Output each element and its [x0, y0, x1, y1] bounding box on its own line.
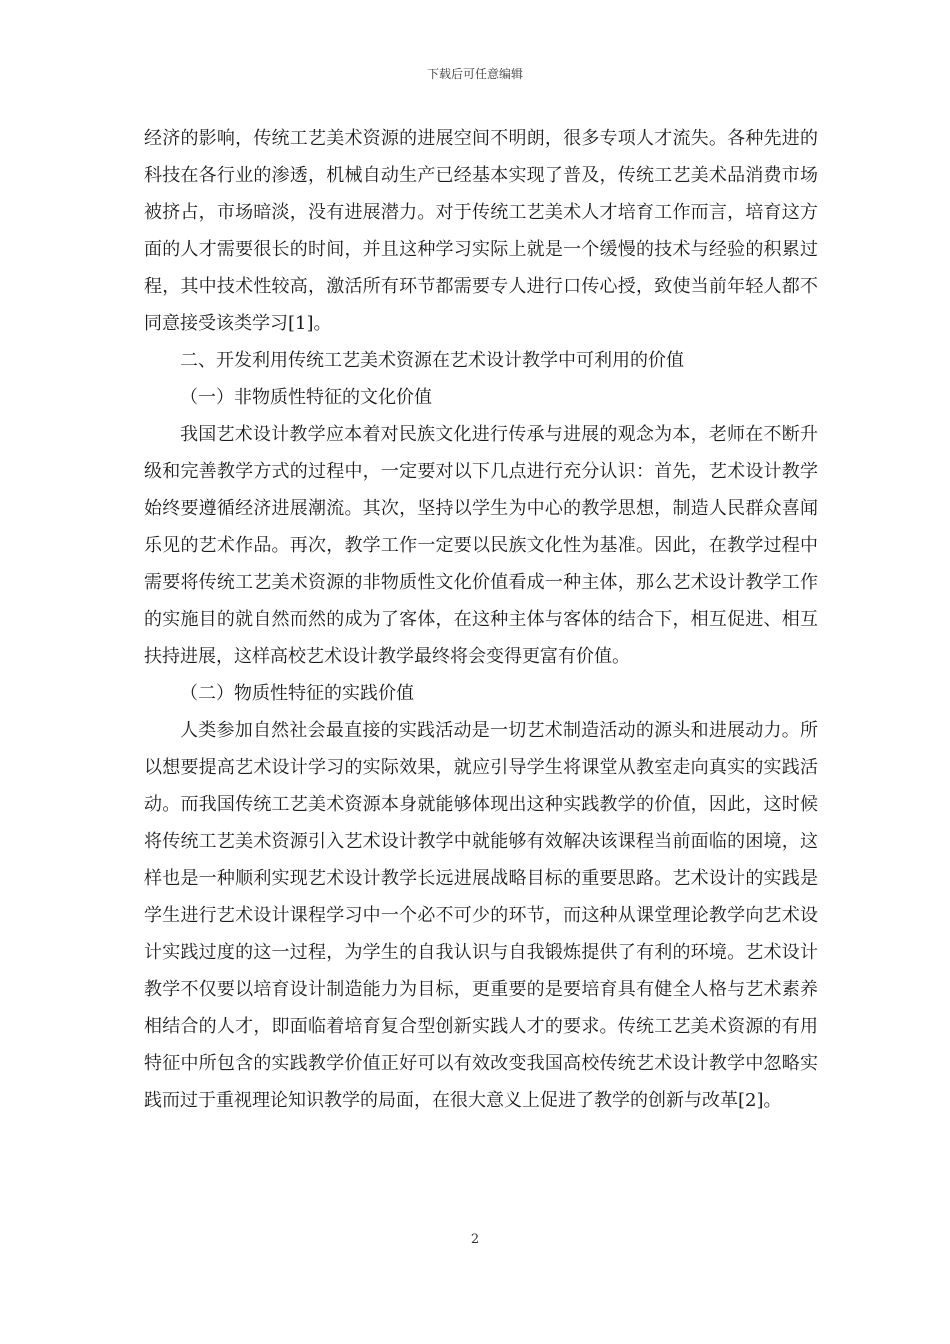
- paragraph: 人类参加自然社会最直接的实践活动是一切艺术制造活动的源头和进展动力。所以想要提高艺术设计学习的实际效果，就应引导学生将课堂从教室走向真实的实践活动。而我国传统工艺美术资源本身就能够体现出这种实践教学的价值，因此，这时候将传统工艺美术资源引入艺术设计教学中就能够有效解决该课程当前面临的困境，这样也是一种顺利实现艺术设计教学长远进展战略目标的重要思路。艺术设计的实践是学生进行艺术设计课程学习中一个必不可少的环节，而这种从课堂理论教学向艺术设计实践过度的这一过程，为学生的自我认识与自我锻炼提供了有利的环境。艺术设计教学不仅要以培育设计制造能力为目标，更重要的是要培育具有健全人格与艺术素养相结合的人才，即面临着培育复合型创新实践人才的要求。传统工艺美术资源的有用特征中所包含的实践教学价值正好可以有效改变我国高校传统艺术设计教学中忽略实践而过于重视理论知识教学的局面，在很大意义上促进了教学的创新与改革[2]。: [144, 720, 818, 1111]
- document-body: [144, 120, 818, 1119]
- section-heading: 二、开发利用传统工艺美术资源在艺术设计教学中可利用的价值: [180, 350, 684, 371]
- page-header: 下载后可任意编辑: [426, 67, 523, 81]
- page-number: 2: [470, 1232, 480, 1247]
- subsection-heading: （一）非物质性特征的文化价值: [180, 387, 432, 408]
- subsection-heading: （二）物质性特征的实践价值: [180, 683, 414, 704]
- paragraph-continued: 经济的影响，传统工艺美术资源的进展空间不明朗，很多专项人才流失。各种先进的科技在各行业的渗透，机械自动生产已经基本实现了普及，传统工艺美术品消费市场被挤占，市场暗淡，没有进展潜力。对于传统工艺美术人才培育工作而言，培育这方面的人才需要很长的时间，并且这种学习实际上就是一个缓慢的技术与经验的积累过程，其中技术性较高，激活所有环节都需要专人进行口传心授，致使当前年轻人都不同意接受该类学习[1]。: [144, 128, 818, 334]
- paragraph: 我国艺术设计教学应本着对民族文化进行传承与进展的观念为本，老师在不断升级和完善教学方式的过程中，一定要对以下几点进行充分认识：首先，艺术设计教学始终要遵循经济进展潮流。其次，坚持以学生为中心的教学思想，制造人民群众喜闻乐见的艺术作品。再次，教学工作一定要以民族文化性为基准。因此，在教学过程中需要将传统工艺美术资源的非物质性文化价值看成一种主体，那么艺术设计教学工作的实施目的就自然而然的成为了客体，在这种主体与客体的结合下，相互促进、相互扶持进展，这样高校艺术设计教学最终将会变得更富有价值。: [144, 424, 818, 667]
